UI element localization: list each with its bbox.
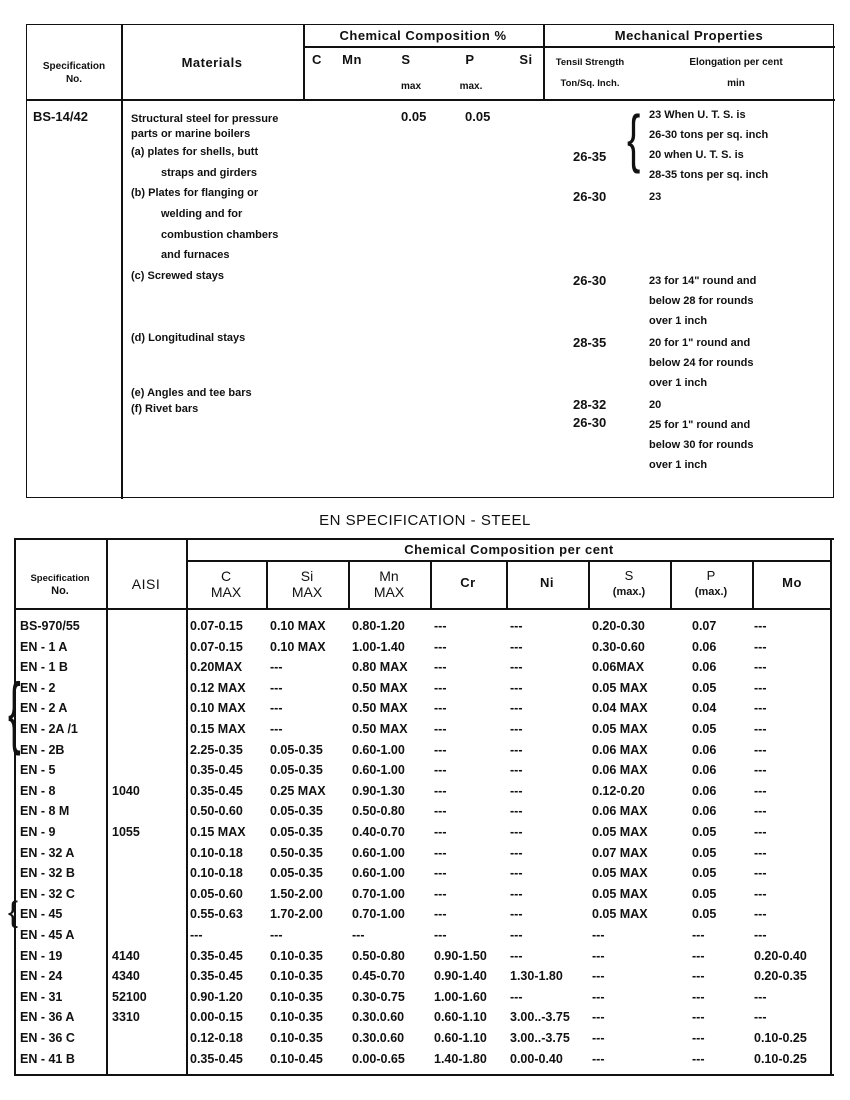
cell-ni: --- bbox=[510, 783, 523, 798]
cell-c: 0.20MAX bbox=[190, 660, 243, 675]
cell-s: 0.05 MAX bbox=[592, 680, 648, 695]
elongation-line: 23 When U. T. S. is bbox=[649, 109, 746, 121]
cell-mo: 0.20-0.40 bbox=[754, 948, 807, 963]
table-row bbox=[14, 741, 830, 759]
cell-spec-no: EN - 36 A bbox=[20, 1010, 75, 1025]
table-row bbox=[14, 720, 830, 738]
bs-header-elongation-min: min bbox=[727, 78, 745, 89]
cell-s: 0.05 MAX bbox=[592, 886, 648, 901]
cell-spec-no: EN - 36 C bbox=[20, 1031, 75, 1045]
cell-si: 1.50-2.00 bbox=[270, 886, 323, 901]
cell-mn: 0.60-1.00 bbox=[352, 866, 405, 881]
cell-c: 0.12-0.18 bbox=[190, 1031, 243, 1045]
cell-si: 0.10-0.35 bbox=[270, 1010, 323, 1025]
cell-si: 0.10-0.35 bbox=[270, 1031, 323, 1045]
bs-header-si: Si bbox=[519, 52, 533, 67]
table-row bbox=[14, 926, 830, 944]
elongation-line: over 1 inch bbox=[649, 459, 708, 471]
cell-cr: --- bbox=[434, 619, 447, 633]
material-line: welding and for bbox=[161, 207, 243, 220]
table-row bbox=[14, 844, 830, 862]
cell-mo: --- bbox=[754, 722, 767, 736]
bs-header-chemical-composition: Chemical Composition % bbox=[339, 28, 507, 43]
material-line: (b) Plates for flanging or bbox=[131, 187, 259, 200]
cell-ni: --- bbox=[510, 701, 523, 716]
cell-p: 0.06 bbox=[692, 763, 717, 778]
cell-mo: --- bbox=[754, 660, 767, 675]
cell-s: --- bbox=[592, 969, 605, 984]
cell-cr: --- bbox=[434, 639, 447, 654]
cell-p: --- bbox=[692, 1031, 705, 1045]
cell-ni: --- bbox=[510, 639, 523, 654]
cell-ni: --- bbox=[510, 866, 523, 881]
bs-s-value: 0.05 bbox=[401, 109, 427, 124]
cell-c: 0.35-0.45 bbox=[190, 969, 243, 984]
cell-si: 0.05-0.35 bbox=[270, 742, 323, 757]
elongation-line: 25 for 1" round and bbox=[649, 419, 751, 431]
material-line: Structural steel for pressure bbox=[131, 113, 279, 125]
cell-aisi: 4340 bbox=[112, 969, 140, 984]
bs-spec-no: BS-14/42 bbox=[33, 109, 88, 124]
table-row bbox=[14, 988, 830, 1006]
elongation-line: 23 for 14" round and bbox=[649, 275, 757, 287]
material-line: (f) Rivet bars bbox=[131, 402, 199, 415]
bs-header-elongation: Elongation per cent bbox=[689, 57, 783, 68]
cell-cr: --- bbox=[434, 907, 447, 922]
bs-header-p-max: max. bbox=[459, 81, 483, 92]
cell-p: 0.05 bbox=[692, 722, 717, 736]
cell-c: 0.35-0.45 bbox=[190, 948, 243, 963]
elongation-line: over 1 inch bbox=[649, 315, 708, 327]
en-specification-title: EN SPECIFICATION - STEEL bbox=[319, 512, 531, 529]
cell-p: 0.05 bbox=[692, 886, 717, 901]
cell-p: 0.06 bbox=[692, 639, 717, 654]
material-line: straps and girders bbox=[161, 166, 257, 179]
bs-header-p: P bbox=[465, 52, 475, 67]
en-header-mo: Mo bbox=[782, 575, 802, 590]
cell-s: 0.06 MAX bbox=[592, 763, 648, 778]
cell-si: 0.10-0.35 bbox=[270, 969, 323, 984]
cell-s: 0.06 MAX bbox=[592, 804, 648, 819]
cell-mo: --- bbox=[754, 742, 767, 757]
cell-c: 0.10-0.18 bbox=[190, 866, 243, 881]
cell-s: 0.04 MAX bbox=[592, 701, 648, 716]
cell-ni: --- bbox=[510, 886, 523, 901]
cell-c: 0.12 MAX bbox=[190, 680, 246, 695]
cell-mn: 0.30.0.60 bbox=[352, 1031, 405, 1045]
cell-c: 0.10 MAX bbox=[190, 701, 246, 716]
cell-mo: --- bbox=[754, 783, 767, 798]
cell-c: 0.07-0.15 bbox=[190, 619, 243, 633]
cell-mo: --- bbox=[754, 619, 767, 633]
cell-p: 0.05 bbox=[692, 825, 717, 839]
cell-cr: --- bbox=[434, 928, 447, 942]
table-row bbox=[14, 885, 830, 903]
cell-p: --- bbox=[692, 989, 705, 1004]
cell-spec-no: EN - 1 B bbox=[20, 660, 68, 675]
bs-materials-list bbox=[131, 109, 371, 420]
cell-mo: --- bbox=[754, 928, 767, 942]
cell-cr: --- bbox=[434, 825, 447, 839]
cell-ni: 3.00..-3.75 bbox=[510, 1031, 570, 1045]
elongation-line: over 1 inch bbox=[649, 377, 708, 389]
cell-si: 0.10-0.45 bbox=[270, 1051, 323, 1066]
cell-c: 2.25-0.35 bbox=[190, 742, 243, 757]
cell-c: 0.05-0.60 bbox=[190, 886, 243, 901]
cell-p: 0.06 bbox=[692, 804, 717, 819]
cell-s: 0.06 MAX bbox=[592, 742, 648, 757]
en-header-si: Si MAX bbox=[291, 568, 323, 600]
cell-cr: --- bbox=[434, 763, 447, 778]
cell-mn: 0.50 MAX bbox=[352, 701, 408, 716]
bs-header-tensile-unit: Ton/Sq. Inch. bbox=[560, 78, 620, 89]
cell-ni: --- bbox=[510, 845, 523, 860]
material-line: (a) plates for shells, butt bbox=[131, 146, 259, 159]
cell-s: 0.20-0.30 bbox=[592, 619, 645, 633]
cell-cr: 0.60-1.10 bbox=[434, 1031, 487, 1045]
material-line: (c) Screwed stays bbox=[131, 269, 224, 282]
table-row bbox=[14, 658, 830, 676]
cell-p: --- bbox=[692, 969, 705, 984]
cell-s: 0.30-0.60 bbox=[592, 639, 645, 654]
cell-cr: 0.60-1.10 bbox=[434, 1010, 487, 1025]
table-row bbox=[14, 1029, 830, 1047]
cell-mn: 1.00-1.40 bbox=[352, 639, 405, 654]
en-header-mn: Mn MAX bbox=[373, 568, 405, 600]
table-row bbox=[14, 617, 830, 635]
table-row bbox=[14, 761, 830, 779]
bs-header-mn: Mn bbox=[342, 52, 362, 67]
bs-header-s: S bbox=[401, 52, 411, 67]
bs-header-materials: Materials bbox=[181, 55, 243, 70]
cell-si: 0.10-0.35 bbox=[270, 948, 323, 963]
cell-spec-no: EN - 24 bbox=[20, 969, 63, 984]
cell-mo: 0.10-0.25 bbox=[754, 1051, 807, 1066]
cell-c: 0.50-0.60 bbox=[190, 804, 243, 819]
cell-si: 0.05-0.35 bbox=[270, 804, 323, 819]
cell-p: --- bbox=[692, 1010, 705, 1025]
elongation-line: 20 when U. T. S. is bbox=[649, 149, 744, 161]
cell-cr: --- bbox=[434, 680, 447, 695]
cell-ni: --- bbox=[510, 825, 523, 839]
cell-si: 1.70-2.00 bbox=[270, 907, 323, 922]
table-row bbox=[14, 947, 830, 965]
cell-s: 0.06MAX bbox=[592, 660, 645, 675]
tensile-value: 26-30 bbox=[573, 273, 607, 288]
elongation-line: 20 bbox=[649, 399, 662, 411]
cell-ni: --- bbox=[510, 989, 523, 1004]
en-header-chemical-composition: Chemical Composition per cent bbox=[404, 542, 614, 557]
cell-aisi: 1040 bbox=[112, 783, 140, 798]
cell-mn: 0.45-0.70 bbox=[352, 969, 405, 984]
cell-cr: --- bbox=[434, 866, 447, 881]
cell-ni: --- bbox=[510, 742, 523, 757]
tensile-value: 26-35 bbox=[573, 149, 607, 164]
cell-p: --- bbox=[692, 1051, 705, 1066]
cell-cr: --- bbox=[434, 660, 447, 675]
cell-mo: --- bbox=[754, 825, 767, 839]
cell-si: 0.05-0.35 bbox=[270, 825, 323, 839]
table-row bbox=[14, 967, 830, 985]
cell-mn: 0.80-1.20 bbox=[352, 619, 405, 633]
en-header-p: P (max.) bbox=[694, 568, 728, 598]
cell-si: --- bbox=[270, 701, 283, 716]
table-row bbox=[14, 823, 830, 841]
cell-spec-no: EN - 32 A bbox=[20, 845, 75, 860]
table-row bbox=[14, 905, 830, 923]
bs-header-s-max: max bbox=[400, 81, 421, 92]
table-row bbox=[14, 699, 830, 717]
cell-mo: --- bbox=[754, 989, 767, 1004]
cell-aisi: 52100 bbox=[112, 989, 147, 1004]
cell-si: --- bbox=[270, 680, 283, 695]
cell-ni: --- bbox=[510, 763, 523, 778]
cell-s: 0.05 MAX bbox=[592, 907, 648, 922]
cell-ni: --- bbox=[510, 680, 523, 695]
cell-ni: --- bbox=[510, 804, 523, 819]
cell-p: --- bbox=[692, 928, 705, 942]
table-row bbox=[14, 1050, 830, 1068]
en-header-cr: Cr bbox=[460, 575, 476, 590]
cell-spec-no: EN - 31 bbox=[20, 989, 63, 1004]
cell-mn: 0.90-1.30 bbox=[352, 783, 405, 798]
cell-aisi: 4140 bbox=[112, 948, 140, 963]
en-header-s: S (max.) bbox=[612, 568, 646, 598]
cell-s: 0.05 MAX bbox=[592, 722, 648, 736]
tensile-value: 26-30 bbox=[573, 189, 607, 204]
cell-cr: --- bbox=[434, 886, 447, 901]
cell-mo: --- bbox=[754, 1010, 767, 1025]
cell-ni: 0.00-0.40 bbox=[510, 1051, 563, 1066]
cell-mn: 0.80 MAX bbox=[352, 660, 408, 675]
cell-cr: --- bbox=[434, 804, 447, 819]
cell-spec-no: EN - 8 M bbox=[20, 804, 70, 819]
cell-spec-no: EN - 5 bbox=[20, 763, 56, 778]
cell-si: --- bbox=[270, 722, 283, 736]
cell-mn: 0.50 MAX bbox=[352, 680, 408, 695]
cell-ni: --- bbox=[510, 722, 523, 736]
cell-spec-no: EN - 2 bbox=[20, 680, 56, 695]
elongation-line: below 28 for rounds bbox=[649, 295, 754, 307]
cell-mo: --- bbox=[754, 886, 767, 901]
cell-p: --- bbox=[692, 948, 705, 963]
cell-spec-no: EN - 19 bbox=[20, 948, 63, 963]
elongation-line: below 30 for rounds bbox=[649, 439, 754, 451]
cell-cr: --- bbox=[434, 845, 447, 860]
cell-si: 0.10 MAX bbox=[270, 639, 326, 654]
cell-p: 0.05 bbox=[692, 680, 717, 695]
cell-s: --- bbox=[592, 928, 605, 942]
cell-si: 0.50-0.35 bbox=[270, 845, 323, 860]
cell-mo: --- bbox=[754, 845, 767, 860]
cell-cr: --- bbox=[434, 701, 447, 716]
bs-p-value: 0.05 bbox=[465, 109, 491, 124]
cell-s: --- bbox=[592, 1010, 605, 1025]
cell-si: 0.05-0.35 bbox=[270, 866, 323, 881]
material-line: (d) Longitudinal stays bbox=[131, 331, 246, 344]
cell-c: 0.15 MAX bbox=[190, 722, 246, 736]
elongation-line: below 24 for rounds bbox=[649, 357, 754, 369]
cell-spec-no: EN - 32 C bbox=[20, 886, 75, 901]
cell-mn: 0.70-1.00 bbox=[352, 907, 405, 922]
material-line: (e) Angles and tee bars bbox=[131, 387, 252, 400]
cell-mo: --- bbox=[754, 680, 767, 695]
cell-s: 0.05 MAX bbox=[592, 866, 648, 881]
table-row bbox=[14, 782, 830, 800]
cell-si: --- bbox=[270, 660, 283, 675]
cell-cr: 1.00-1.60 bbox=[434, 989, 487, 1004]
elongation-line: 23 bbox=[649, 191, 662, 203]
cell-p: 0.05 bbox=[692, 866, 717, 881]
cell-s: 0.12-0.20 bbox=[592, 783, 645, 798]
cell-c: 0.35-0.45 bbox=[190, 1051, 243, 1066]
cell-mo: --- bbox=[754, 804, 767, 819]
material-line: and furnaces bbox=[161, 249, 230, 262]
cell-s: 0.07 MAX bbox=[592, 845, 648, 860]
cell-aisi: 1055 bbox=[112, 825, 140, 839]
cell-spec-no: EN - 41 B bbox=[20, 1051, 75, 1066]
cell-p: 0.06 bbox=[692, 783, 717, 798]
cell-p: 0.06 bbox=[692, 742, 717, 757]
curly-brace-icon: { bbox=[8, 669, 21, 758]
cell-cr: 1.40-1.80 bbox=[434, 1051, 487, 1066]
bs-header-mechanical-properties: Mechanical Properties bbox=[614, 28, 764, 43]
cell-p: 0.06 bbox=[692, 660, 717, 675]
cell-c: 0.55-0.63 bbox=[190, 907, 243, 922]
table-row bbox=[14, 1008, 830, 1026]
cell-mn: 0.50-0.80 bbox=[352, 948, 405, 963]
cell-ni: --- bbox=[510, 619, 523, 633]
table-row bbox=[14, 802, 830, 820]
cell-mo: 0.20-0.35 bbox=[754, 969, 807, 984]
cell-mn: 0.60-1.00 bbox=[352, 845, 405, 860]
cell-ni: --- bbox=[510, 928, 523, 942]
cell-si: --- bbox=[270, 928, 283, 942]
cell-mn: 0.60-1.00 bbox=[352, 742, 405, 757]
curly-brace-icon: { bbox=[627, 103, 641, 175]
tensile-value: 28-35 bbox=[573, 335, 607, 350]
cell-s: --- bbox=[592, 1031, 605, 1045]
cell-mn: --- bbox=[352, 928, 365, 942]
cell-mo: --- bbox=[754, 639, 767, 654]
cell-cr: --- bbox=[434, 722, 447, 736]
bs-header-c: C bbox=[312, 52, 322, 67]
cell-aisi: 3310 bbox=[112, 1010, 140, 1025]
cell-spec-no: EN - 1 A bbox=[20, 639, 68, 654]
material-line: parts or marine boilers bbox=[131, 127, 251, 140]
material-line: combustion chambers bbox=[161, 228, 279, 241]
cell-c: 0.07-0.15 bbox=[190, 639, 243, 654]
cell-mn: 0.00-0.65 bbox=[352, 1051, 405, 1066]
cell-mn: 0.60-1.00 bbox=[352, 763, 405, 778]
elongation-line: 26-30 tons per sq. inch bbox=[649, 129, 769, 141]
cell-cr: 0.90-1.50 bbox=[434, 948, 487, 963]
bs-header-specification: Specification No. bbox=[42, 61, 106, 85]
cell-s: --- bbox=[592, 989, 605, 1004]
cell-spec-no: BS-970/55 bbox=[20, 619, 80, 633]
bs-specification-table bbox=[26, 24, 834, 498]
cell-mo: --- bbox=[754, 866, 767, 881]
cell-mn: 0.50 MAX bbox=[352, 722, 408, 736]
cell-spec-no: EN - 45 A bbox=[20, 928, 75, 942]
cell-c: 0.00-0.15 bbox=[190, 1010, 243, 1025]
cell-c: 0.15 MAX bbox=[190, 825, 246, 839]
cell-p: 0.04 bbox=[692, 701, 717, 716]
cell-si: 0.10 MAX bbox=[270, 619, 326, 633]
table-row bbox=[14, 679, 830, 697]
cell-si: 0.25 MAX bbox=[270, 783, 326, 798]
cell-mn: 0.30.0.60 bbox=[352, 1010, 405, 1025]
cell-cr: 0.90-1.40 bbox=[434, 969, 487, 984]
cell-p: 0.05 bbox=[692, 845, 717, 860]
cell-spec-no: EN - 2A /1 bbox=[20, 722, 78, 736]
tensile-value: 28-32 bbox=[573, 397, 607, 412]
cell-c: 0.35-0.45 bbox=[190, 783, 243, 798]
table-row bbox=[14, 638, 830, 656]
cell-mo: --- bbox=[754, 701, 767, 716]
cell-mo: 0.10-0.25 bbox=[754, 1031, 807, 1045]
cell-c: 0.90-1.20 bbox=[190, 989, 243, 1004]
cell-spec-no: EN - 8 bbox=[20, 783, 56, 798]
en-specification-table bbox=[8, 538, 834, 1075]
curly-brace-icon: { bbox=[8, 896, 19, 929]
elongation-line: 28-35 tons per sq. inch bbox=[649, 169, 769, 181]
cell-cr: --- bbox=[434, 742, 447, 757]
cell-p: 0.05 bbox=[692, 907, 717, 922]
cell-si: 0.10-0.35 bbox=[270, 989, 323, 1004]
en-header-aisi: AISI bbox=[131, 576, 161, 592]
tensile-value: 26-30 bbox=[573, 415, 607, 430]
cell-mo: --- bbox=[754, 763, 767, 778]
cell-spec-no: EN - 2B bbox=[20, 742, 65, 757]
cell-spec-no: EN - 32 B bbox=[20, 866, 75, 881]
cell-ni: --- bbox=[510, 660, 523, 675]
cell-c: --- bbox=[190, 928, 203, 942]
cell-mn: 0.70-1.00 bbox=[352, 886, 405, 901]
cell-mn: 0.50-0.80 bbox=[352, 804, 405, 819]
bs-header-tensile: Tensil Strength bbox=[555, 57, 625, 68]
cell-mn: 0.30-0.75 bbox=[352, 989, 405, 1004]
cell-s: --- bbox=[592, 1051, 605, 1066]
elongation-line: 20 for 1" round and bbox=[649, 337, 751, 349]
cell-s: 0.05 MAX bbox=[592, 825, 648, 839]
cell-spec-no: EN - 9 bbox=[20, 825, 56, 839]
cell-c: 0.35-0.45 bbox=[190, 763, 243, 778]
cell-mo: --- bbox=[754, 907, 767, 922]
cell-spec-no: EN - 2 A bbox=[20, 701, 68, 716]
cell-p: 0.07 bbox=[692, 619, 717, 633]
en-header-c: C MAX bbox=[210, 568, 242, 600]
cell-ni: 1.30-1.80 bbox=[510, 969, 563, 984]
cell-cr: --- bbox=[434, 783, 447, 798]
cell-ni: --- bbox=[510, 948, 523, 963]
en-header-specification: Specification No. bbox=[30, 573, 90, 597]
cell-c: 0.10-0.18 bbox=[190, 845, 243, 860]
cell-spec-no: EN - 45 bbox=[20, 907, 63, 922]
cell-ni: --- bbox=[510, 907, 523, 922]
cell-mn: 0.40-0.70 bbox=[352, 825, 405, 839]
cell-ni: 3.00..-3.75 bbox=[510, 1010, 570, 1025]
cell-s: --- bbox=[592, 948, 605, 963]
en-header-ni: Ni bbox=[540, 575, 554, 590]
table-row bbox=[14, 864, 830, 882]
cell-si: 0.05-0.35 bbox=[270, 763, 323, 778]
